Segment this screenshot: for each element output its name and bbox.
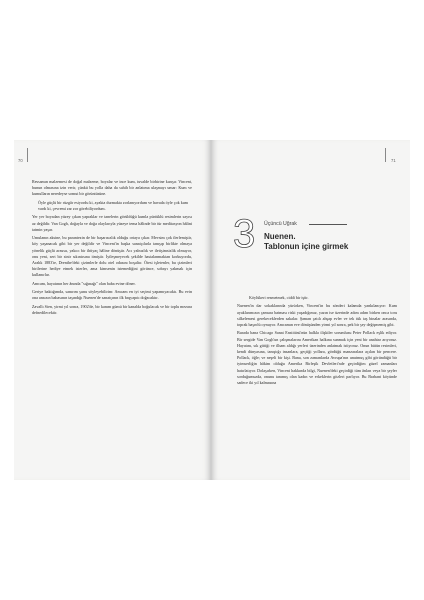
chapter-title-line-2: Tablonun içine girmek xyxy=(264,241,349,251)
folio-rule-right xyxy=(385,148,386,162)
left-page xyxy=(14,140,211,480)
chapter-title-line-1: Nuenen. xyxy=(264,232,296,241)
left-paragraph-5: Geriye baktığımda, sanırım şunu söyleyebilirim: Amcam en iyi seçimi yapamıyacaktı. Bu evin ona ansızın babasının taşındığı Nuenen'de sanatçının ilk başyapıtı doğacaktır. xyxy=(32,289,192,301)
left-paragraph-4: Amcam, hayatının her ânında "sığınağı" olan baba evine döner. xyxy=(32,280,136,286)
right-page xyxy=(211,140,410,480)
chapter-number: 3 xyxy=(233,212,256,256)
right-paragraph-2: Burada bana Chicago Sanat Enstitüsü'nün halkla ilişkiler sorumlusu Peter Pollack eşlik ediyor. Bir sergide Van Gogh'un çalışmalarını Amerikan halkına sunmak için yeni bir anahtar arıyoruz. Hayatını, sık gittiği ve ilham aldığı yerleri üzerinden anlatmak istiyoruz. Onun bütün resimleri, kendi dünyasına, tanıştığı insanlara, geçtiği yollara, gördüğü manzaralara açılan bir pencere. Pollack, öğle; ve neşeli bir kişi. Bana, son zamanlarda Avrupa'nın unutmuş gibi göründüğü bir iyimserliğin hâkim olduğu Amerika Birleşik Devletleri'nde geçirdiğim güzel zamanları hatırlatıyor. Dolaşırken, Vincent hakkında bilgi, Nuenen'deki geçirdiği tüm ânları veya bir şeyler sorduğumuzda, onunu tanımış olan kadın ve erkeklerin gözleri parlıyor. Bu Brabant köyünde sadece iki yıl kalmasına xyxy=(237,330,397,386)
right-paragraph-1: Nuenen'in dar sokaklarında yürürken, Vincent'in bu sönderi kalamda yankılanıyor: Kum ayaklarımızın çamura batması riski yaşadığımız, yazın ise üzerinde adım adım birken onca toru silkelemesi gerekeceklerden sakalar. Şaman çatılı ahşap evler ve tek tük taş binalar arasında, toprak başrolü oynuyor. Amcamın eve dönüşünden yirmi yıl sonra, pek bir şey değişmemiş gibi. xyxy=(237,303,397,327)
right-epigraph: Köylükeri resmetmek, ciddi bir iştir. xyxy=(249,295,309,300)
left-paragraph-2: Yer yer boyadan yüzey çıkan yapraklar ve tanelerin görüldüğü kumla pürtüklü resimlerin sayısı az değildir. Van Gogh, doğayla ve doğa olaylarıyla yüzeye tema hâlinde bir tür meditasyon hâlini tatmin yaşar. xyxy=(32,214,192,232)
right-page-body xyxy=(237,295,397,388)
left-paragraph-1: Ressamın malzemesi de doğal malzeme, boyalar ve ince kum, tuvalde birbirine karışır. Vincent, bunun olmasına izin verir, çünkü bu yolla daha da sahih bir anlatıma ulaşmayı umar: Kum ve kumulların neredeyse somut bir görüntüsüne. xyxy=(32,179,192,197)
chapter-label-rule xyxy=(309,224,347,225)
left-paragraph-6: Zavallı Sien, yirmi yıl sonra, 1902'de, bir kanım gümü bir kanalda boğulacak ve bir toplu mezara defnedilecektir. xyxy=(32,303,192,315)
page-number-left: 70 xyxy=(18,158,23,163)
left-quote: Öyle güçlü bir rüzgâr esiyordu ki, ayakta durmakta zorlanıyordum ve havada öyle çok kum vardı ki, çevremi zar zor görebiliyordum. xyxy=(38,199,188,211)
chapter-label: Üçüncü Uğrak xyxy=(264,221,297,227)
chapter-title xyxy=(264,232,348,251)
page-number-right: 71 xyxy=(391,158,396,163)
left-page-body xyxy=(32,179,192,318)
folio-rule-left xyxy=(27,148,28,162)
left-paragraph-3: Umulanın aksine, bu parantezin de bir başarısızlık olduğu ortaya çıkar. Mevsim çok ilerlemiştir, köy yaşanacak gibi bir yer değildir ve Vincent'in başka sanatçılarla tanışıp birlikte olmaya yönelik güçlü arzusu, yakıcı bir ihtiyaç hâline dönüşür. Acı yalnızlık ve iletişimsizlik olmuyor, onu yeni, sert bir sinir sıkıntısına itmiştir. İyileşmeyecek şekilde hastalanmaktan korkuyordu, Aralık 1883'te, Drenthe'deki çizimlerle dolu otel odasını boşaltır. Ötesi işletenler, bu çizimleri birilerine hediye etmek isterler, ama kimsenin istemediğini görünce, sobayı yakmak için kullanırlar. xyxy=(32,235,192,278)
